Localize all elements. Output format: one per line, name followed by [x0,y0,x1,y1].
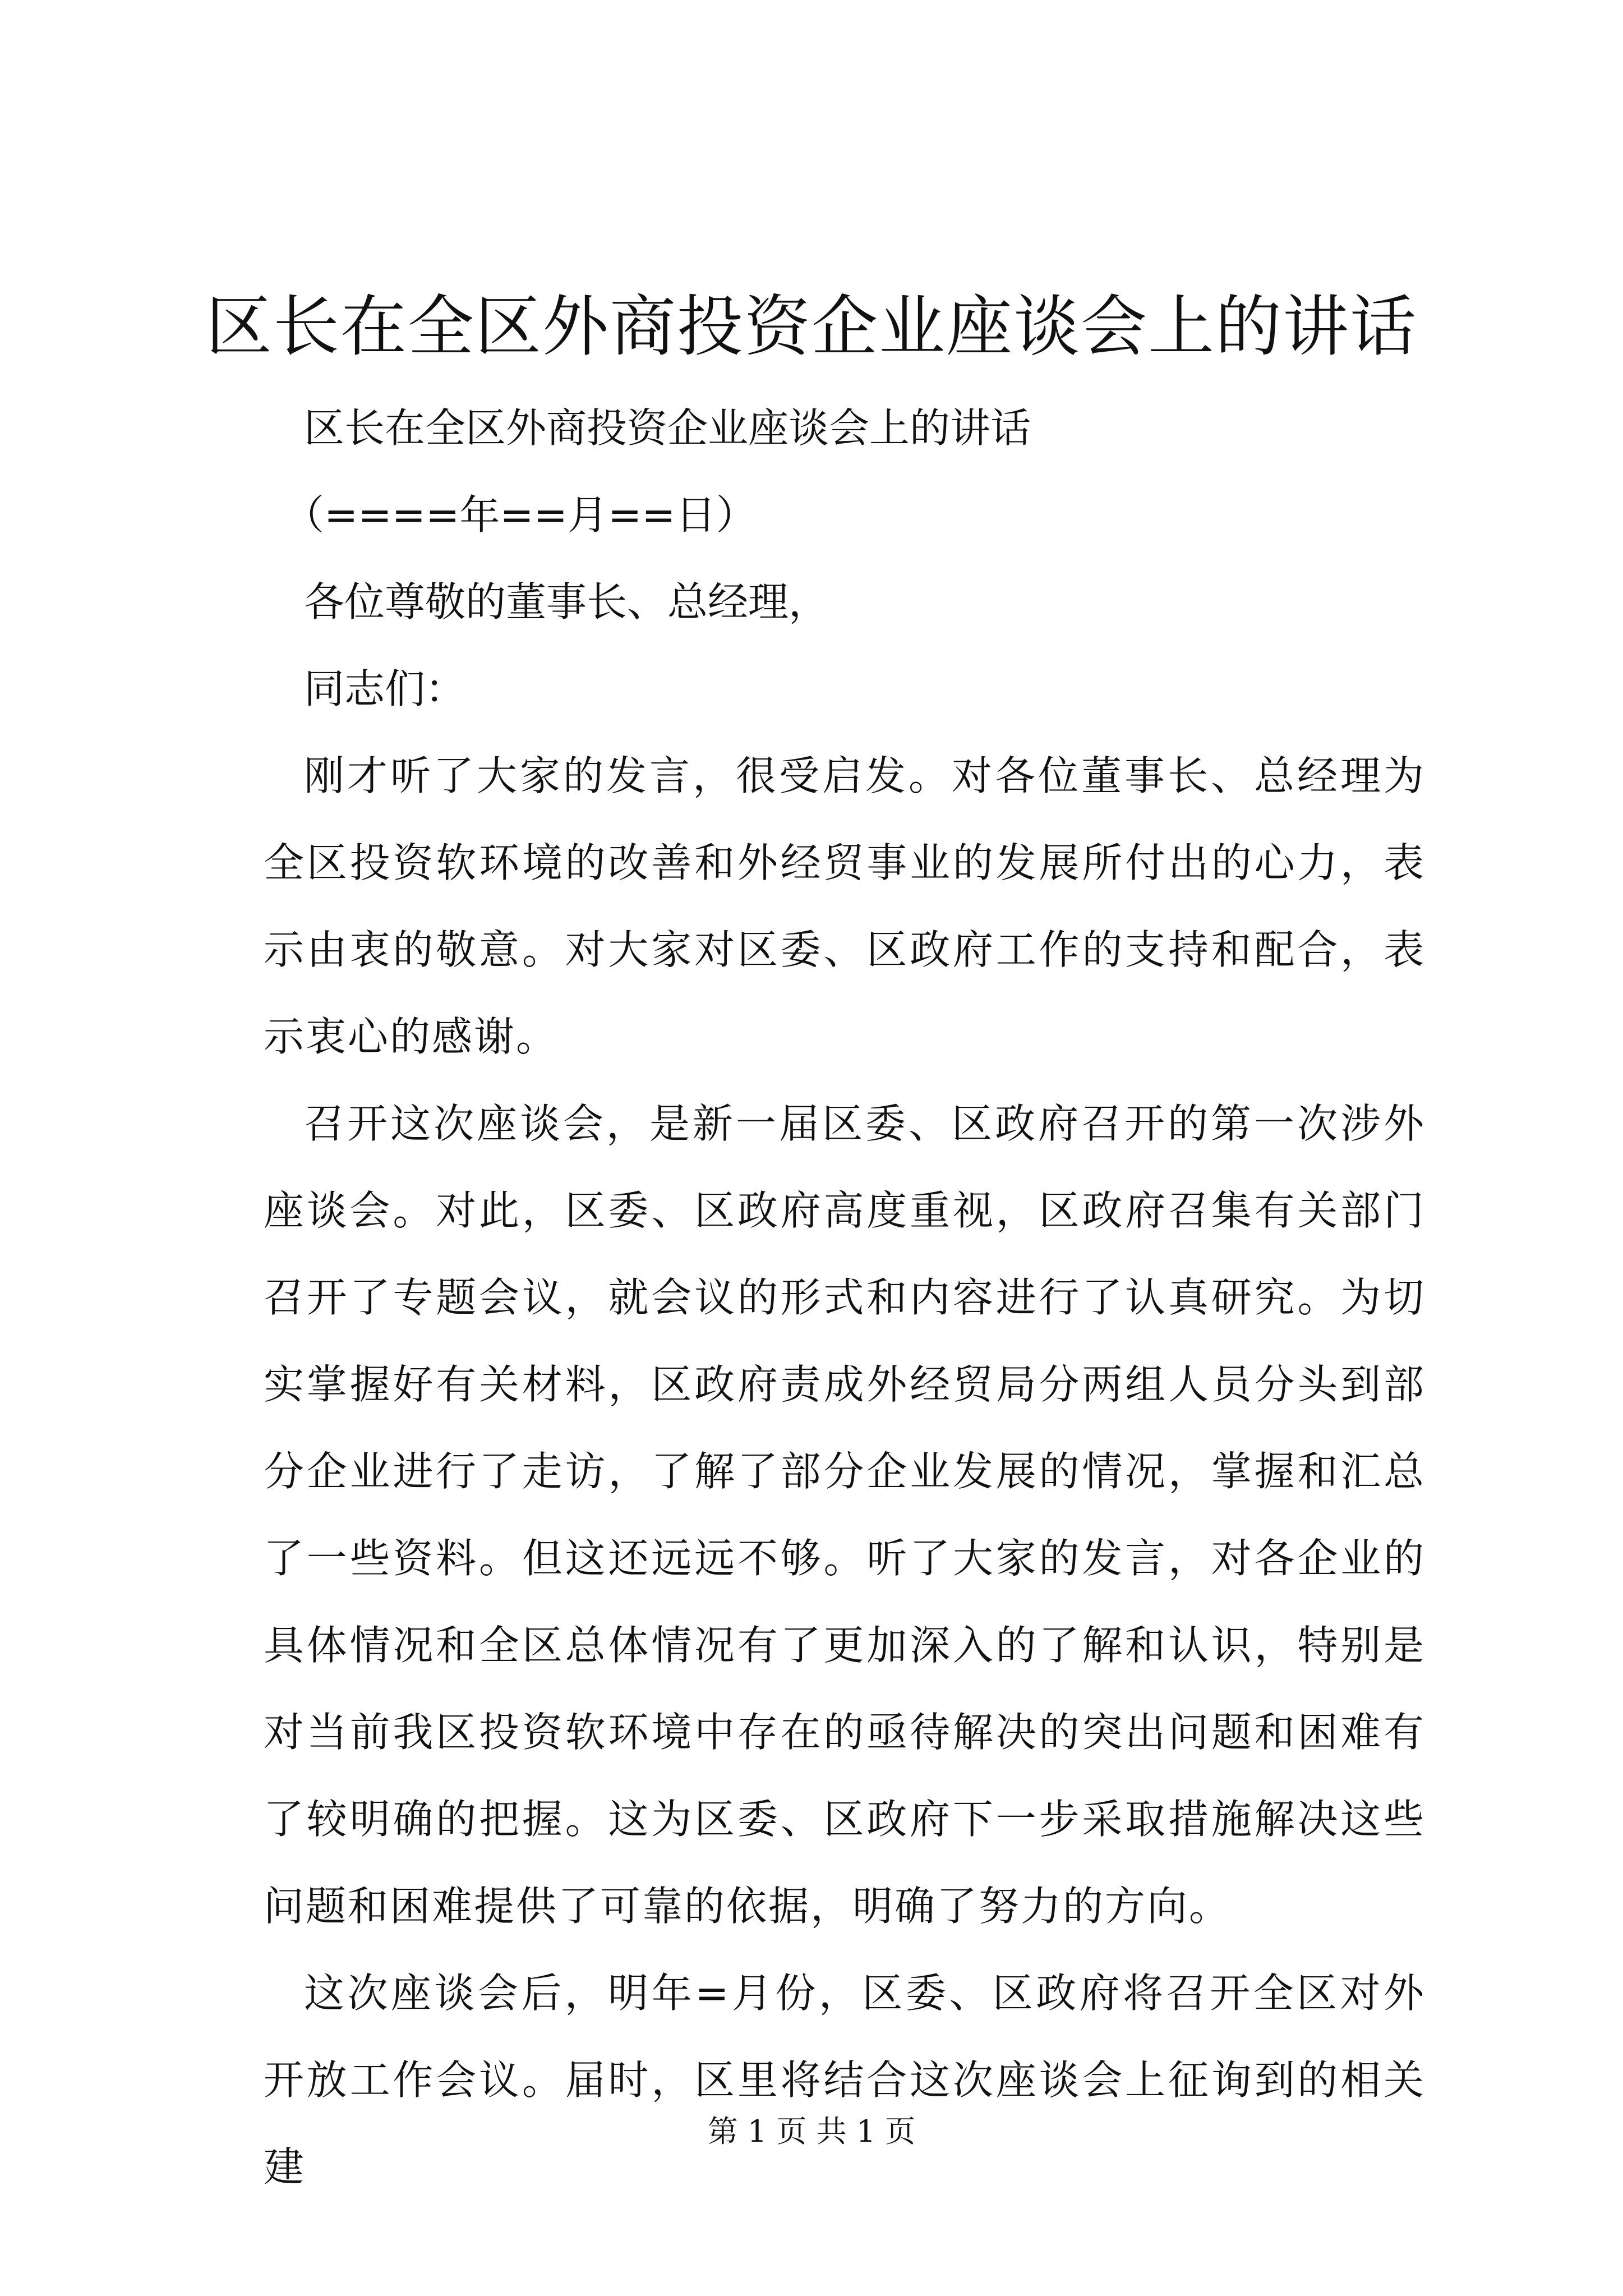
document-body [264,385,1426,2211]
document-subtitle: 区长在全区外商投资企业座谈会上的讲话 [304,404,1031,452]
paragraph-2: 召开这次座谈会，是新一届区委、区政府召开的第一次涉外座谈会。对此，区委、区政府高度重视，区政府召集有关部门召开了专题会议，就会议的形式和内容进行了认真研究。为切实掌握好有关材料，区政府责成外经贸局分两组人员分头到部分企业进行了走访，了解了部分企业发展的情况，掌握和汇总了一些资料。但这还远远不够。听了大家的发言，对各企业的具体情况和全区总体情况有了更加深入的了解和认识，特别是对当前我区投资软环境中存在的亟待解决的突出问题和困难有了较明确的把握。这为区委、区政府下一步采取措施解决这些问题和困难提供了可靠的依据，明确了努力的方向。 [264,1100,1426,1930]
date-line: （====年==月==日） [284,491,757,539]
paragraph-3: 这次座谈会后，明年=月份，区委、区政府将召开全区对外开放工作会议。届时，区里将结合这次座谈会上征询到的相关建 [264,1970,1426,2191]
salutation-line-1: 各位尊敬的董事长、总经理， [304,578,829,625]
salutation-line-2: 同志们： [304,665,466,712]
paragraph-1: 刚才听了大家的发言，很受启发。对各位董事长、总经理为全区投资软环境的改善和外经贸事业的发展所付出的心力，表示由衷的敬意。对大家对区委、区政府工作的支持和配合，表示衷心的感谢。 [264,752,1426,1060]
document-title: 区长在全区外商投资企业座谈会上的讲话 [205,288,1417,365]
page-footer: 第 1 页 共 1 页 [707,2114,916,2149]
